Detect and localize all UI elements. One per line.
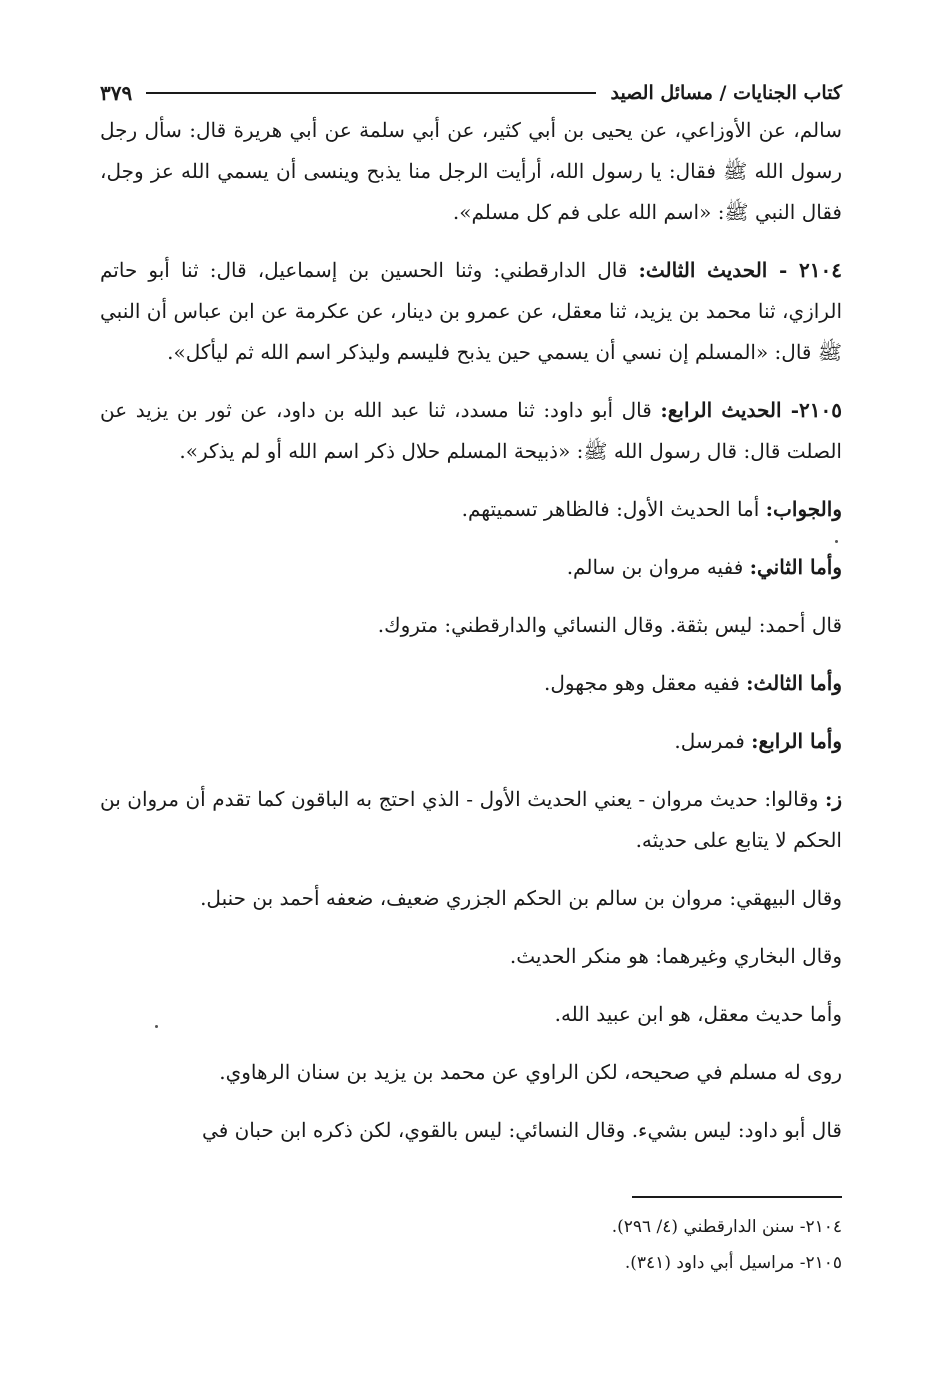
footnote-2105: ٢١٠٥- مراسيل أبي داود (٣٤١). [624,1253,842,1273]
paragraph-answer [100,489,842,530]
paragraph-bayhaqi [100,878,842,919]
paragraph-lead: وأما الرابع: [751,729,842,753]
running-title: كتاب الجنايات / مسائل الصيد [610,82,842,104]
page-number: ٣٧٩ [100,81,133,105]
header-rule [146,92,596,94]
footnotes [100,1209,842,1281]
paragraph-lead: ز: [824,787,842,811]
paragraph-maqil [100,994,842,1035]
paragraph-second [100,547,842,588]
paragraph-continuation [100,110,842,233]
paragraph-bukhari [100,936,842,977]
scan-speck [835,540,838,543]
paragraph-abu-dawud [100,1110,842,1151]
paragraph-muslim [100,1052,842,1093]
paragraph-text: قال الدارقطني: وثنا الحسين بن إسماعيل، قال: ثنا أبو حاتم الرازي، ثنا محمد بن يزيد، ثنا معقل، عن عمرو بن دينار، عن عكرمة عن ابن عباس أن النبي ﷺ قال: «المسلم إن نسي أن يسمي حين يذبح فليسم وليذكر اسم الله ثم ليأكل». [100,258,842,364]
paragraph-text: قال أبو داود: ليس بشيء. وقال النسائي: ليس بالقوي، لكن ذكره ابن حبان في [202,1118,842,1142]
paragraph-text: وقال البخاري وغيرهما: هو منكر الحديث. [509,944,842,968]
paragraph-text: قال أبو داود: ثنا مسدد، ثنا عبد الله بن داود، عن ثور بن يزيد عن الصلت قال: قال رسول الله ﷺ: «ذبيحة المسلم حلال ذكر اسم الله أو لم يذكر». [100,398,842,463]
paragraph-lead: ٢١٠٤ - الحديث الثالث: [638,258,842,282]
paragraph-fourth [100,721,842,762]
book-page [100,76,842,1296]
paragraph-hadith-2105 [100,390,842,472]
paragraph-lead: وأما الثالث: [746,671,842,695]
paragraph-lead: والجواب: [765,497,842,521]
paragraph-text: أما الحديث الأول: فالظاهر تسميتهم. [461,497,766,521]
paragraph-lead: وأما الثاني: [749,555,842,579]
paragraph-text: فمرسل. [674,729,752,753]
paragraph-text: ففيه معقل وهو مجهول. [544,671,747,695]
paragraph-text: وقال البيهقي: مروان بن سالم بن الحكم الجزري ضعيف، ضعفه أحمد بن حنبل. [200,886,842,910]
scan-speck [155,1025,158,1028]
footnote-rule [632,1196,842,1198]
footnote-2104: ٢١٠٤- سنن الدارقطني (٤/ ٢٩٦). [611,1217,842,1237]
body-text [100,110,842,1151]
paragraph-ahmad [100,605,842,646]
paragraph-text: قال أحمد: ليس بثقة. وقال النسائي والدارقطني: متروك. [377,613,842,637]
paragraph-hadith-2104 [100,250,842,373]
paragraph-text: روى له مسلم في صحيحه، لكن الراوي عن محمد بن يزيد بن سنان الرهاوي. [219,1060,842,1084]
paragraph-text: سالم، عن الأوزاعي، عن يحيى بن أبي كثير، عن أبي سلمة عن أبي هريرة قال: سأل رجل رسول الله ﷺ فقال: يا رسول الله، أرأيت الرجل منا يذبح وينسى أن يسمي الله عز وجل، فقال النبي ﷺ: «اسم الله على فم كل مسلم». [100,118,842,224]
paragraph-lead: ٢١٠٥- الحديث الرابع: [660,398,842,422]
paragraph-zay [100,779,842,861]
paragraph-text: وأما حديث معقل، هو ابن عبيد الله. [554,1002,842,1026]
paragraph-text: وقالوا: حديث مروان - يعني الحديث الأول - الذي احتج به الباقون كما تقدم أن مروان بن الحكم لا يتابع على حديثه. [100,787,842,852]
paragraph-text: ففيه مروان بن سالم. [566,555,750,579]
paragraph-third [100,663,842,704]
running-header [100,76,842,110]
